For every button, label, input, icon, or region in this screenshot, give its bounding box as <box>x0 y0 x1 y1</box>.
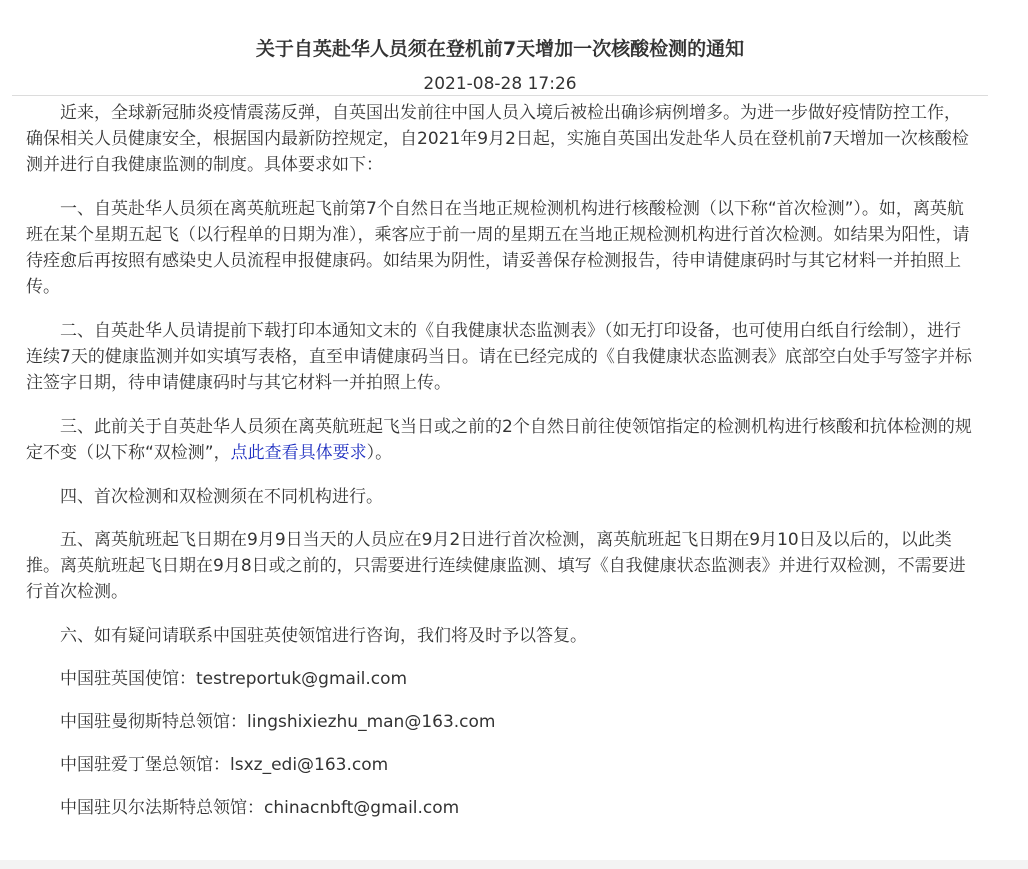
paragraph-4: 四、首次检测和双检测须在不同机构进行。 <box>60 487 383 507</box>
contact-edinburgh: 中国驻爱丁堡总领馆：lsxz_edi@163.com <box>60 755 389 775</box>
intro-paragraph: 近来，全球新冠肺炎疫情震荡反弹，自英国出发前往中国人员入境后被检出确诊病例增多。为进一步做好疫情防控工作，确保相关人员健康安全，根据国内最新防控规定，自2021年9月2日起，实施自英国出发赴华人员在登机前7天增加一次核酸检测并进行自我健康监测的制度。具体要求如下： <box>26 103 969 175</box>
paragraph-3 <box>26 414 976 466</box>
contact-belfast: 中国驻贝尔法斯特总领馆：chinacnbft@gmail.com <box>60 798 460 818</box>
contact-manchester: 中国驻曼彻斯特总领馆：lingshixiezhu_man@163.com <box>60 712 496 732</box>
article-title: 关于自英赴华人员须在登机前7天增加一次核酸检测的通知 <box>255 38 745 60</box>
title-divider <box>12 95 988 96</box>
article-body <box>26 100 976 838</box>
page-bottom-bar <box>0 860 1028 869</box>
paragraph-5: 五、离英航班起飞日期在9月9日当天的人员应在9月2日进行首次检测，离英航班起飞日期在9月10日及以后的，以此类推。离英航班起飞日期在9月8日或之前的，只需要进行连续健康监测、填写《自我健康状态监测表》并进行双检测，不需要进行首次检测。 <box>26 530 966 602</box>
paragraph-1: 一、自英赴华人员须在离英航班起飞前第7个自然日在当地正规检测机构进行核酸检测（以下称“首次检测”）。如，离英航班在某个星期五起飞（以行程单的日期为准），乘客应于前一周的星期五在当地正规检测机构进行首次检测。如结果为阳性，请待痊愈后再按照有感染史人员流程申报健康码。如结果为阴性，请妥善保存检测报告，待申请健康码时与其它材料一并拍照上传。 <box>26 199 970 297</box>
paragraph-6: 六、如有疑问请联系中国驻英使领馆进行咨询，我们将及时予以答复。 <box>60 626 587 646</box>
publish-date: 2021-08-28 17:26 <box>423 74 577 94</box>
paragraph-3-end: ）。 <box>366 443 393 463</box>
contact-embassy: 中国驻英国使馆：testreportuk@gmail.com <box>60 669 408 689</box>
paragraph-2: 二、自英赴华人员请提前下载打印本通知文末的《自我健康状态监测表》（如无打印设备，也可使用白纸自行绘制），进行连续7天的健康监测并如实填写表格，直至申请健康码当日。请在已经完成的《自我健康状态监测表》底部空白处手写签字并标注签字日期，待申请健康码时与其它材料一并拍照上传。 <box>26 321 972 393</box>
paragraph-3-text: 三、此前关于自英赴华人员须在离英航班起飞当日或之前的2个自然日前往使领馆指定的检测机构进行核酸和抗体检测的规定不变（以下称“双检测”， <box>26 417 972 463</box>
view-requirements-link[interactable]: 点此查看具体要求 <box>230 443 367 463</box>
